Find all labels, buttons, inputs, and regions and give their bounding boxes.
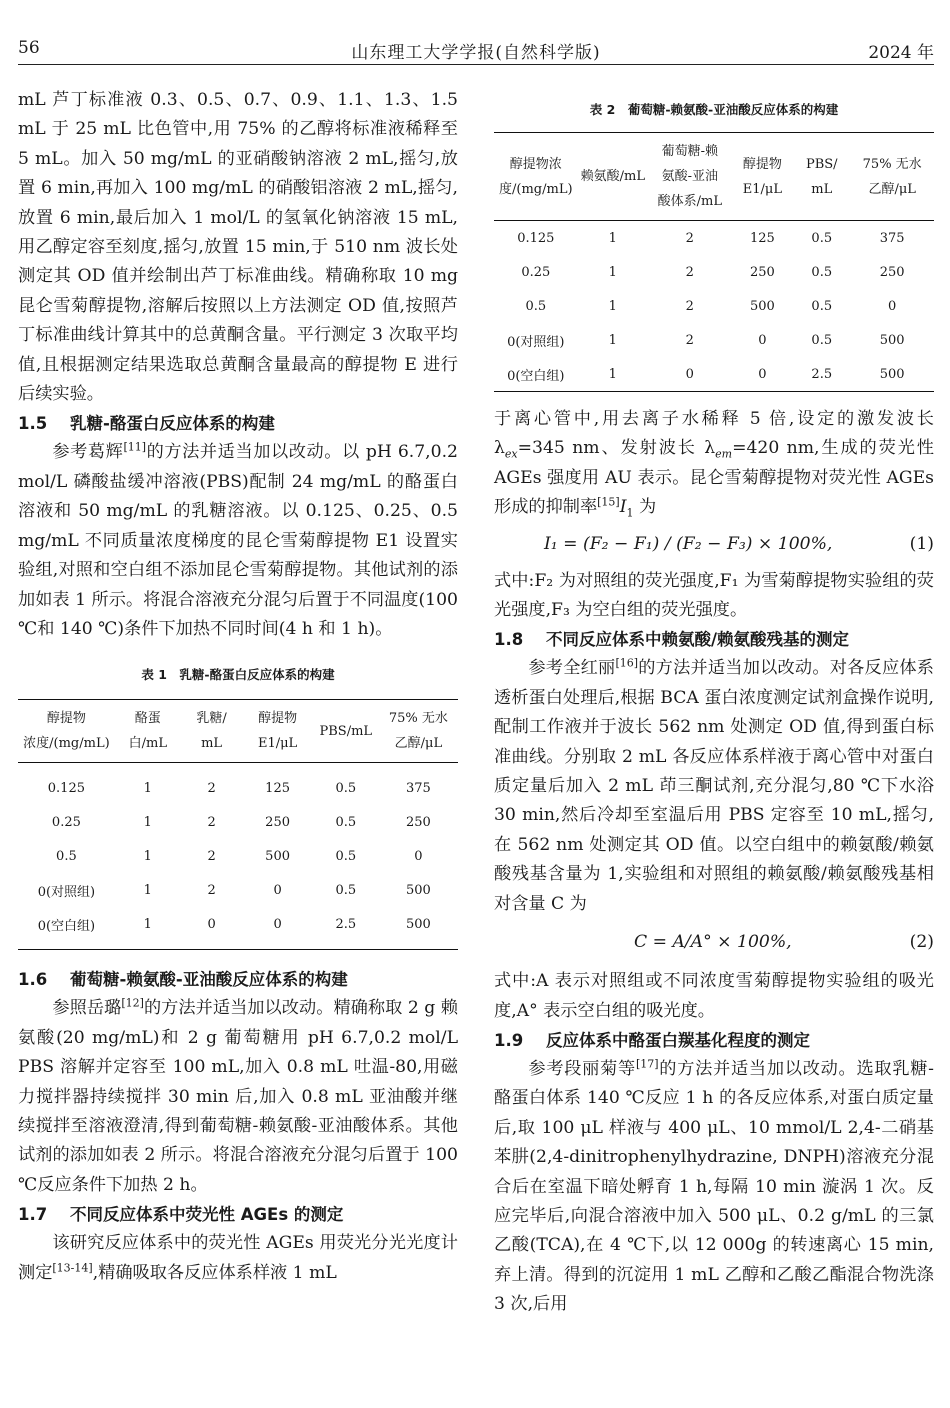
subscript: em	[715, 447, 733, 461]
table-cell: 500	[879, 332, 905, 348]
page-number: 56	[18, 38, 40, 58]
table-cell: 0	[758, 366, 767, 382]
table-header-cell: 乳糖/ mL	[181, 700, 243, 763]
table-cell: 0.5	[525, 298, 547, 314]
table-row	[494, 255, 934, 289]
paragraph-lactose-casein	[18, 438, 458, 644]
citation-ref[interactable]: [13-14]	[52, 1260, 93, 1274]
table-cell: 1	[143, 882, 152, 898]
paragraph-fluorescence-continued	[494, 405, 934, 523]
section-title: 反应体系中酪蛋白羰基化程度的测定	[546, 1030, 810, 1050]
table-row	[494, 357, 934, 392]
equation-body: C = A/A° × 100%,	[634, 932, 792, 953]
table-cell: 0.125	[47, 780, 85, 796]
math-symbol: I	[619, 497, 627, 518]
table-cell: 0	[888, 298, 897, 314]
table-header-cell: 葡萄糖-赖 氨酸-亚油 酸体系/mL	[648, 133, 732, 221]
table-header-cell: PBS/mL	[313, 700, 379, 763]
text-run: 该研究反应体系中的荧光性 AGEs 用荧光分光光度计测定	[18, 1233, 458, 1283]
table-row	[18, 873, 458, 907]
table-cell: 1	[608, 264, 617, 280]
paragraph-ages-measurement	[18, 1229, 458, 1288]
text-run: 的方法并适当加以改动。精确称取 2 g 赖氨酸(20 mg/mL)和 2 g 葡萄糖用 pH 6.7,0.2 mol/L PBS 溶解并定容至 100 mL,加入 0.8 mL 吐温-80,用磁力搅拌器持续搅拌 30 min 后,加入 0.8 mL 亚油酸并继续搅拌至溶液澄清,得到葡萄糖-赖氨酸-亚油酸体系。其他试剂的添加如表 2 所示。将混合溶液充分混匀后置于 100 ℃反应条件下加热 2 h。	[18, 998, 458, 1195]
paragraph-lysine-measurement	[494, 654, 934, 919]
table-header-row	[494, 133, 934, 221]
table-cell: 2	[685, 298, 694, 314]
text-run: 参考全红丽	[528, 658, 616, 679]
table-cell: 0(空白组)	[507, 368, 565, 384]
table-cell: 125	[265, 780, 290, 796]
table-cell: 0(空白组)	[37, 918, 96, 934]
table-cell: 250	[405, 814, 431, 830]
table-cell: 2	[207, 814, 216, 830]
table-cell: 0.5	[811, 264, 833, 280]
page-header	[18, 34, 934, 65]
table-cell: 375	[405, 780, 431, 796]
equation-1	[494, 523, 934, 567]
table-header-cell: 醇提物 浓度/(mg/mL)	[18, 700, 115, 763]
table-row	[18, 907, 458, 950]
text-run: 参照岳璐	[52, 998, 122, 1019]
section-number: 1.9	[494, 1030, 524, 1050]
table-cell: 2.5	[811, 366, 833, 382]
table-cell: 2	[207, 882, 216, 898]
text-run: 参考葛辉	[52, 442, 124, 463]
table-cell: 0.5	[811, 230, 833, 246]
text-run: 参考段丽菊等	[528, 1058, 636, 1079]
section-title: 不同反应体系中荧光性 AGEs 的测定	[70, 1205, 344, 1225]
table-cell: 0	[273, 916, 282, 932]
table-cell: 0	[758, 332, 767, 348]
table-header-cell: 酪蛋 白/mL	[115, 700, 181, 763]
section-number: 1.5	[18, 414, 48, 434]
text-run: 的方法并适当加以改动。对各反应体系透析蛋白处理后,根据 BCA 蛋白浓度测定试剂盒操作说明,配制工作液并于波长 562 nm 处测定 OD 值,得到蛋白标准曲线。分别取 2 mL 各反应体系样液于离心管中对蛋白质定量后加入 2 mL 茚三酮试剂,充分混匀,80 ℃下水浴 30 min,然后冷却至室温后用 PBS 定容至 10 mL,摇匀,在 562 nm 处测定其 OD 值。以空白组中的赖氨酸/赖氨酸残基含量为 1,实验组和对照组的赖氨酸/赖氨酸残基相对含量 C 为	[494, 658, 934, 914]
table-cell: 1	[608, 298, 617, 314]
table-cell: 0(对照组)	[507, 334, 565, 350]
table-cell: 0.5	[335, 848, 357, 864]
section-heading-1-7	[18, 1200, 458, 1229]
table-cell: 250	[879, 264, 905, 280]
publication-year: 2024 年	[868, 43, 934, 63]
table-cell: 0.5	[335, 780, 357, 796]
journal-title: 山东理工大学学报(自然科学版)	[351, 43, 601, 63]
table-cell: 1	[143, 848, 152, 864]
table-cell: 1	[608, 332, 617, 348]
table-cell: 2	[207, 848, 216, 864]
table-cell: 0	[273, 882, 282, 898]
table-header-cell: 赖氨酸/mL	[578, 133, 648, 221]
table-cell: 0.25	[521, 264, 551, 280]
table-cell: 250	[265, 814, 290, 830]
table-cell: 375	[879, 230, 905, 246]
section-number: 1.6	[18, 970, 48, 990]
text-run: 的方法并适当加以改动。以 pH 6.7,0.2 mol/L 磷酸盐缓冲溶液(PBS)配制 24 mg/mL 的酪蛋白溶液和 50 mg/mL 的乳糖溶液。以 0.125、0.25、0.5 mg/mL 不同质量浓度梯度的昆仑雪菊醇提物 E1 设置实验组,对照和空白组不添加昆仑雪菊醇提物。其他试剂的添加如表 1 所示。将混合溶液充分混匀后置于不同温度(100 ℃和 140 ℃)条件下加热不同时间(4 h 和 1 h)。	[18, 442, 458, 639]
table-cell: 1	[608, 230, 617, 246]
text-run: 于离心管中,用去离子水稀释 5 倍,设定的激发波长 λ	[494, 409, 934, 459]
citation-ref[interactable]: [17]	[635, 1057, 659, 1071]
table-cell: 1	[608, 366, 617, 382]
table-cell: 2	[685, 264, 694, 280]
table-row	[18, 805, 458, 839]
paragraph-glucose-lysine	[18, 994, 458, 1200]
citation-ref[interactable]: [15]	[597, 495, 620, 509]
table-row	[494, 289, 934, 323]
subscript: ex	[504, 447, 518, 461]
table-cell: 2	[685, 230, 694, 246]
table-2-caption: 表 2 葡萄糖-赖氨酸-亚油酸反应体系的构建	[589, 102, 839, 117]
citation-ref[interactable]: [12]	[121, 996, 144, 1010]
left-column	[18, 86, 458, 1288]
table-cell: 0.5	[811, 298, 833, 314]
table-row	[18, 839, 458, 873]
section-heading-1-5	[18, 409, 458, 438]
equation-number: (1)	[909, 533, 934, 554]
table-1	[18, 699, 458, 950]
table-cell: 2	[207, 780, 216, 796]
table-cell: 0.125	[517, 230, 555, 246]
table-cell: 1	[143, 814, 152, 830]
section-title: 不同反应体系中赖氨酸/赖氨酸残基的测定	[546, 630, 850, 650]
table-cell: 0.5	[335, 814, 357, 830]
table-cell: 0.5	[56, 848, 77, 864]
paragraph-equation-2-legend: 式中:A 表示对照组或不同浓度雪菊醇提物实验组的吸光度,A° 表示空白组的吸光度。	[494, 971, 934, 1021]
citation-ref[interactable]: [16]	[615, 656, 639, 670]
table-cell: 500	[405, 916, 431, 932]
equation-body: I₁ = (F₂ − F₁) / (F₂ − F₃) × 100%,	[544, 533, 833, 554]
table-header-row	[18, 700, 458, 763]
text-run: 为	[633, 497, 657, 518]
table-cell: 2.5	[335, 916, 357, 932]
paragraph-flavonoid-method: mL 芦丁标准液 0.3、0.5、0.7、0.9、1.1、1.3、1.5 mL 于 25 mL 比色管中,用 75% 的乙醇将标准液稀释至 5 mL。加入 50 mg/mL 的亚硝酸钠溶液 2 mL,摇匀,放置 6 min,再加入 100 mg/mL 的硝酸铝溶液 2 mL,摇匀,放置 6 min,最后加入 1 mol/L 的氢氧化钠溶液 15 mL,用乙醇定容至刻度,摇匀,放置 15 min,于 510 nm 波长处测定其 OD 值并绘制出芦丁标准曲线。精确称取 10 mg 昆仑雪菊醇提物,溶解后按照以上方法测定 OD 值,按照芦丁标准曲线计算其中的总黄酮含量。平行测定 3 次取平均值,且根据测定结果选取总黄酮含量最高的醇提物 E 进行后续实验。	[18, 90, 458, 405]
table-cell: 125	[749, 230, 775, 246]
table-cell: 1	[143, 780, 152, 796]
right-column	[494, 100, 934, 1320]
table-cell: 250	[749, 264, 775, 280]
table-cell: 2	[685, 332, 694, 348]
table-cell: 0.25	[51, 814, 81, 830]
section-title: 乳糖-酪蛋白反应体系的构建	[70, 414, 275, 434]
table-cell: 0	[685, 366, 694, 382]
section-heading-1-6	[18, 965, 458, 994]
table-cell: 0	[207, 916, 216, 932]
paragraph-equation-1-legend: 式中:F₂ 为对照组的荧光强度,F₁ 为雪菊醇提物实验组的荧光强度,F₃ 为空白组的荧光强度。	[494, 570, 934, 621]
table-header-cell: PBS/ mL	[793, 133, 850, 221]
table-cell: 0(对照组)	[37, 884, 96, 900]
table-header-cell: 75% 无水 乙醇/μL	[379, 700, 458, 763]
table-header-cell: 醇提物浓 度/(mg/mL)	[494, 133, 578, 221]
section-number: 1.7	[18, 1205, 48, 1225]
table-cell: 500	[879, 366, 905, 382]
section-heading-1-9	[494, 1026, 934, 1055]
equation-number: (2)	[909, 932, 934, 953]
paragraph-carbonylation	[494, 1055, 934, 1320]
text-run: =420 nm,生成的荧光性 AGEs 强度用 AU 表示。昆仑雪菊醇提物对荧光性 AGEs 形成的抑制率	[494, 438, 934, 518]
table-cell: 0.5	[335, 882, 357, 898]
section-heading-1-8	[494, 625, 934, 654]
table-cell: 500	[265, 848, 290, 864]
table-row	[18, 763, 458, 806]
table-cell: 500	[405, 882, 431, 898]
table-header-cell: 醇提物 E1/μL	[732, 133, 794, 221]
table-header-cell: 75% 无水 乙醇/μL	[850, 133, 934, 221]
table-cell: 0.5	[811, 332, 833, 348]
equation-2	[494, 919, 934, 967]
table-cell: 0	[414, 848, 423, 864]
table-1-caption: 表 1 乳糖-酪蛋白反应体系的构建	[141, 667, 335, 683]
text-run: =345 nm、发射波长 λ	[517, 438, 716, 459]
table-header-cell: 醇提物 E1/μL	[242, 700, 312, 763]
text-run: ,精确吸取各反应体系样液 1 mL	[92, 1262, 337, 1283]
table-cell: 500	[749, 298, 775, 314]
section-title: 葡萄糖-赖氨酸-亚油酸反应体系的构建	[70, 970, 348, 990]
table-2	[494, 132, 934, 392]
citation-ref[interactable]: [11]	[123, 440, 147, 454]
table-cell: 1	[143, 916, 152, 932]
text-run: 的方法并适当加以改动。选取乳糖-酪蛋白体系 140 ℃反应 1 h 的各反应体系,对蛋白质定量后,取 100 μL 样液与 400 μL、10 mmol/L 2,4-二硝基苯肼(2,4-dinitrophenylhydrazine, DNPH)溶液充分混合后在室温下暗处孵育 1 h,每隔 10 min 漩涡 1 次。反应完毕后,向混合溶液中加入 500 μL、0.2 g/mL 的三氯乙酸(TCA),在 4 ℃下,以 12 000g 的转速离心 15 min,弃上清。得到的沉淀用 1 mL 乙醇和乙酸乙酯混合物洗涤 3 次,后用	[494, 1058, 934, 1315]
subscript: 1	[626, 506, 634, 520]
section-number: 1.8	[494, 630, 524, 650]
table-row	[494, 221, 934, 256]
table-row	[494, 323, 934, 357]
